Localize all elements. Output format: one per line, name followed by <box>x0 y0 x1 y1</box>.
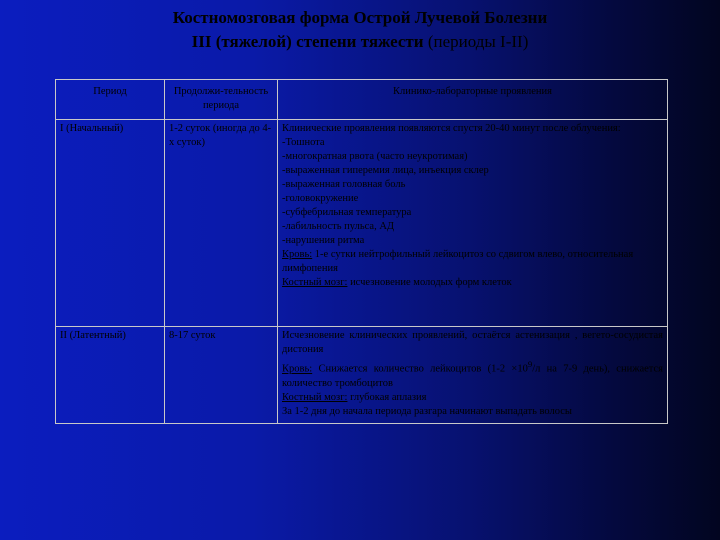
marrow-label: Костный мозг: <box>282 391 348 403</box>
blood-exponent: 9 <box>527 359 533 369</box>
cell-manifestations <box>278 120 668 327</box>
blood-text-cont: /л на 7-9 день), снижается количество тромбоцитов <box>282 363 663 389</box>
symptom-item: -многократная рвота (часто неукротимая) <box>282 151 468 162</box>
header-duration: Продолжи-тельность периода <box>165 80 278 120</box>
symptom-item: -головокружение <box>282 193 359 204</box>
marrow-label: Костный мозг: <box>282 277 348 288</box>
title-line-1: Костномозговая форма Острой Лучевой Болезни <box>172 8 548 27</box>
cell-manifestations <box>278 327 668 424</box>
blood-finding <box>282 248 663 276</box>
manifestations-intro: Исчезновение клинических проявлений, остаётся астенизация , вегето-сосудистая дистония <box>282 330 663 355</box>
title-line-2-bold: III (тяжелой) степени тяжести <box>191 32 424 51</box>
blood-label: Кровь: <box>282 249 313 260</box>
symptom-item: -выраженная гиперемия лица, инъекция склер <box>282 165 489 176</box>
blood-text: Снижается количество лейкоцитов (1-2 ×10 <box>312 363 528 375</box>
symptom-item: -лабильность пульса, АД <box>282 221 395 232</box>
header-manifestations: Клинико-лабораторные проявления <box>278 80 668 120</box>
slide-title <box>0 6 720 54</box>
marrow-finding <box>282 276 663 290</box>
table-row <box>56 327 668 424</box>
symptom-item: -субфебрильная температура <box>282 207 412 218</box>
manifestations-intro: Клинические проявления появляются спустя 20-40 минут после облучения: <box>282 123 621 134</box>
title-line-2-normal: (периоды I-II) <box>423 32 529 51</box>
cell-period: I (Начальный) <box>56 120 165 327</box>
symptom-item: -выраженная головная боль <box>282 179 406 190</box>
title-line-2 <box>0 30 720 54</box>
marrow-finding <box>282 391 663 405</box>
cell-duration: 1-2 суток (иногда до 4-х суток) <box>165 120 278 327</box>
table-header-row <box>56 80 668 120</box>
marrow-text: исчезновение молодых форм клеток <box>347 277 512 288</box>
hair-loss-note: За 1-2 дня до начала периода разгара начинают выпадать волосы <box>282 405 572 417</box>
header-period: Период <box>56 80 165 120</box>
blood-finding <box>282 357 663 391</box>
table-row <box>56 120 668 327</box>
symptom-item: -нарушения ритма <box>282 235 365 246</box>
symptom-item: -Тошнота <box>282 137 325 148</box>
blood-label: Кровь: <box>282 363 313 375</box>
blood-text: 1-е сутки нейтрофильный лейкоцитоз со сдвигом влево, относительная лимфопения <box>282 249 634 274</box>
cell-period: II (Латентный) <box>56 327 165 424</box>
cell-duration: 8-17 суток <box>165 327 278 424</box>
radiation-sickness-table <box>55 79 668 424</box>
marrow-text: глубокая аплазия <box>347 391 427 403</box>
